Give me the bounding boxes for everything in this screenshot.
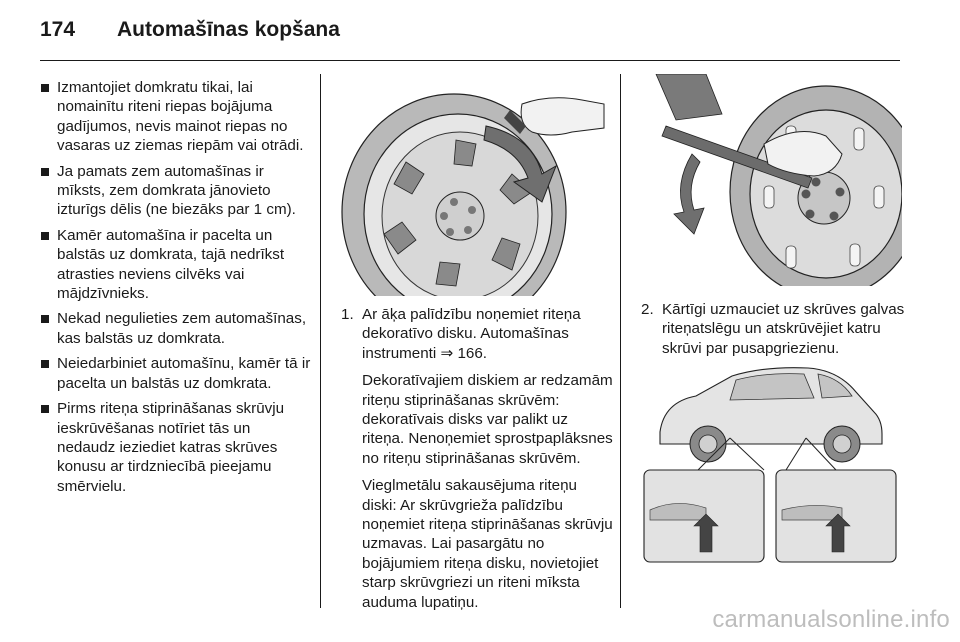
bullet-text: Nekad negulieties zem automašīnas, kas balstās uz domkrata. <box>57 310 307 347</box>
bullet-square-icon <box>41 168 49 176</box>
bullet-square-icon <box>41 84 49 92</box>
bullet-item <box>40 309 312 348</box>
bullet-square-icon <box>41 315 49 323</box>
bullet-text: Izmantojiet domkratu tikai, lai nomainītu riteni riepas bojājuma gadījumos, nevis mainot riepas no vasaras uz ziemas riepām vai otrādi. <box>57 79 304 155</box>
bullet-text: Ja pamats zem automašīnas ir mīksts, zem domkrata jānovieto izturīgs dēlis (ne biezāks par 1 cm). <box>57 162 296 219</box>
column-divider-1 <box>320 74 321 608</box>
step-number: 1. <box>341 306 354 323</box>
bullet-square-icon <box>41 405 49 413</box>
page-number: 174 <box>40 18 76 41</box>
step-note: Vieglmetālu sakausējuma riteņu diski: Ar skrūvgrieža palīdzību noņemiet riteņa stiprināšanas skrūvju uzmavas. Lai pasargātu no bojājumiem riteņa disku, novietojiet starp skrūvgriezi un riteni mīksta auduma lupatiņu. <box>362 477 613 611</box>
bullet-text: Pirms riteņa stiprināšanas skrūvju ieskrūvēšanas notīriet tās un nedaudz ieziediet katras skrūves konusu ar tirdzniecībā pieejamu smērvielu. <box>57 400 285 495</box>
wheel-cover-drawing <box>336 74 608 296</box>
bullet-item <box>40 162 312 220</box>
bullet-square-icon <box>41 360 49 368</box>
wheel-cover-removal-illustration <box>336 74 608 296</box>
bullet-item <box>40 354 312 393</box>
page-title: Automašīnas kopšana <box>117 18 340 41</box>
step-text: Ar āķa palīdzību noņemiet riteņa dekoratīvo disku. Automašīnas instrumenti ⇒ 166. <box>362 306 581 362</box>
car-jacking-points-drawing <box>636 358 902 570</box>
step-1 <box>341 305 613 612</box>
bullet-text: Neiedarbiniet automašīnu, kamēr tā ir pacelta un balstās uz domkrata. <box>57 355 311 392</box>
jacking-points-illustration <box>636 358 902 570</box>
watermark: carmanualsonline.info <box>712 606 950 633</box>
bullet-item <box>40 78 312 156</box>
wheel-wrench-drawing <box>636 74 902 286</box>
wheel-bolt-loosening-illustration <box>636 74 902 286</box>
step-text: Kārtīgi uzmauciet uz skrūves galvas riteņatslēgu un atskrūvējiet katru skrūvi par pusapgriezienu. <box>662 301 905 357</box>
bullet-item <box>40 399 312 496</box>
bullet-item <box>40 226 312 304</box>
column-divider-2 <box>620 74 621 608</box>
step-number: 2. <box>641 301 654 318</box>
bullet-square-icon <box>41 232 49 240</box>
header-rule <box>40 60 900 61</box>
bullet-text: Kamēr automašīna ir pacelta un balstās uz domkrata, tajā nedrīkst atrasties neviens cilvēks vai mājdzīvnieks. <box>57 226 285 303</box>
safety-bullet-list <box>40 78 312 502</box>
step-2 <box>641 300 907 358</box>
step-note: Dekoratīvajiem diskiem ar redzamām riteņu stiprināšanas skrūvēm: dekoratīvais disks var palikt uz riteņa. Nenoņemiet sprostpaplāksnes no riteņu stiprināšanas skrūvēm. <box>362 372 613 467</box>
